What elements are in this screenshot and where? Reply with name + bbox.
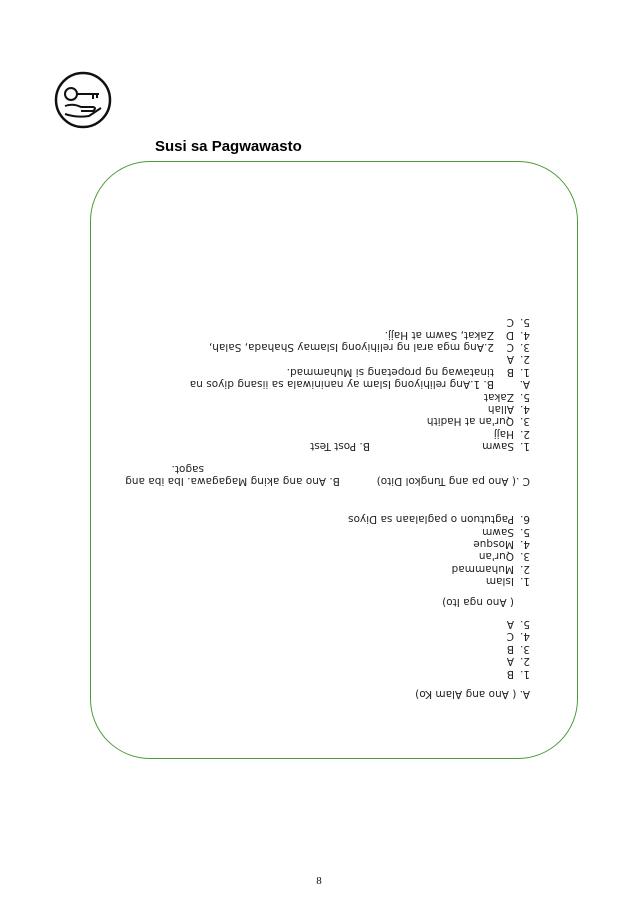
a-answer-1: 1.B <box>506 667 530 680</box>
post-a-row: A. B. 1.Ang relihiyong Islam ay naniniwala sa iisang diyos na <box>189 378 530 391</box>
a-answer-4: 4.C <box>506 630 530 643</box>
post-item-2: 2.A <box>506 353 530 366</box>
answer-key-logo-icon <box>53 70 113 130</box>
b1-line1: B. 1.Ang relihiyong Islam ay naniniwala sa iisang diyos na <box>189 378 494 391</box>
ito-answer-1: 1.Islam <box>485 575 530 588</box>
ito-heading: ( Ano nga Ito) <box>442 595 514 608</box>
page-number: 8 <box>316 875 322 887</box>
ito-answer-6: 6.Pagtutuon o paglalaan sa Diyos <box>348 513 530 526</box>
ito-answer-3: 3.Qur'an <box>478 550 530 563</box>
c-answer-1: 1.Sawm B. Post Test <box>310 440 530 453</box>
ito-answer-2: 2.Muhammad <box>451 562 530 575</box>
a-answer-5: 5.A <box>506 618 530 631</box>
ito-answer-5: 5.Sawm <box>482 525 530 538</box>
section-a-heading: A. ( Ano ang Alam Ko) <box>415 688 530 700</box>
post-test-heading: B. Post Test <box>310 440 370 453</box>
b2-line1: 2.Ang mga aral ng relihiyong Islamay Shahada, Salah, <box>208 341 494 354</box>
ito-answer-4: 4.Mosque <box>473 538 530 551</box>
a-answer-3: 3.B <box>506 642 530 655</box>
b1-line2: tinatawag ng propetang si Muhammad. <box>286 365 494 378</box>
c-answer-3: 3.Qur'an at Hadith <box>426 415 530 428</box>
answer-key-content <box>100 220 530 700</box>
post-item-4: 4.D Zakat, Sawm at Hajj. <box>384 328 530 341</box>
post-item-3: 3.C 2.Ang mga aral ng relihiyong Islamay Shahada, Salah, <box>208 341 530 354</box>
b2-line2: Zakat, Sawm at Hajj. <box>384 328 494 341</box>
c-answer-5: 5.Zakat <box>483 390 530 403</box>
section-c-heading-cont: sagot. <box>171 462 204 475</box>
post-item-1: 1.B tinatawag ng propetang si Muhammad. <box>286 365 530 378</box>
a-answer-2: 2.A <box>506 655 530 668</box>
c-answer-2: 2.Hajj <box>493 427 530 440</box>
post-item-5: 5.C <box>506 316 530 329</box>
c-answer-4: 4.Allah <box>487 402 530 415</box>
page-title: Susi sa Pagwawasto <box>155 138 302 155</box>
section-c-heading: C .( Ano pa ang Tungkol Dito) B. Ano ang aking Magagawa. Iba iba ang <box>125 474 530 487</box>
